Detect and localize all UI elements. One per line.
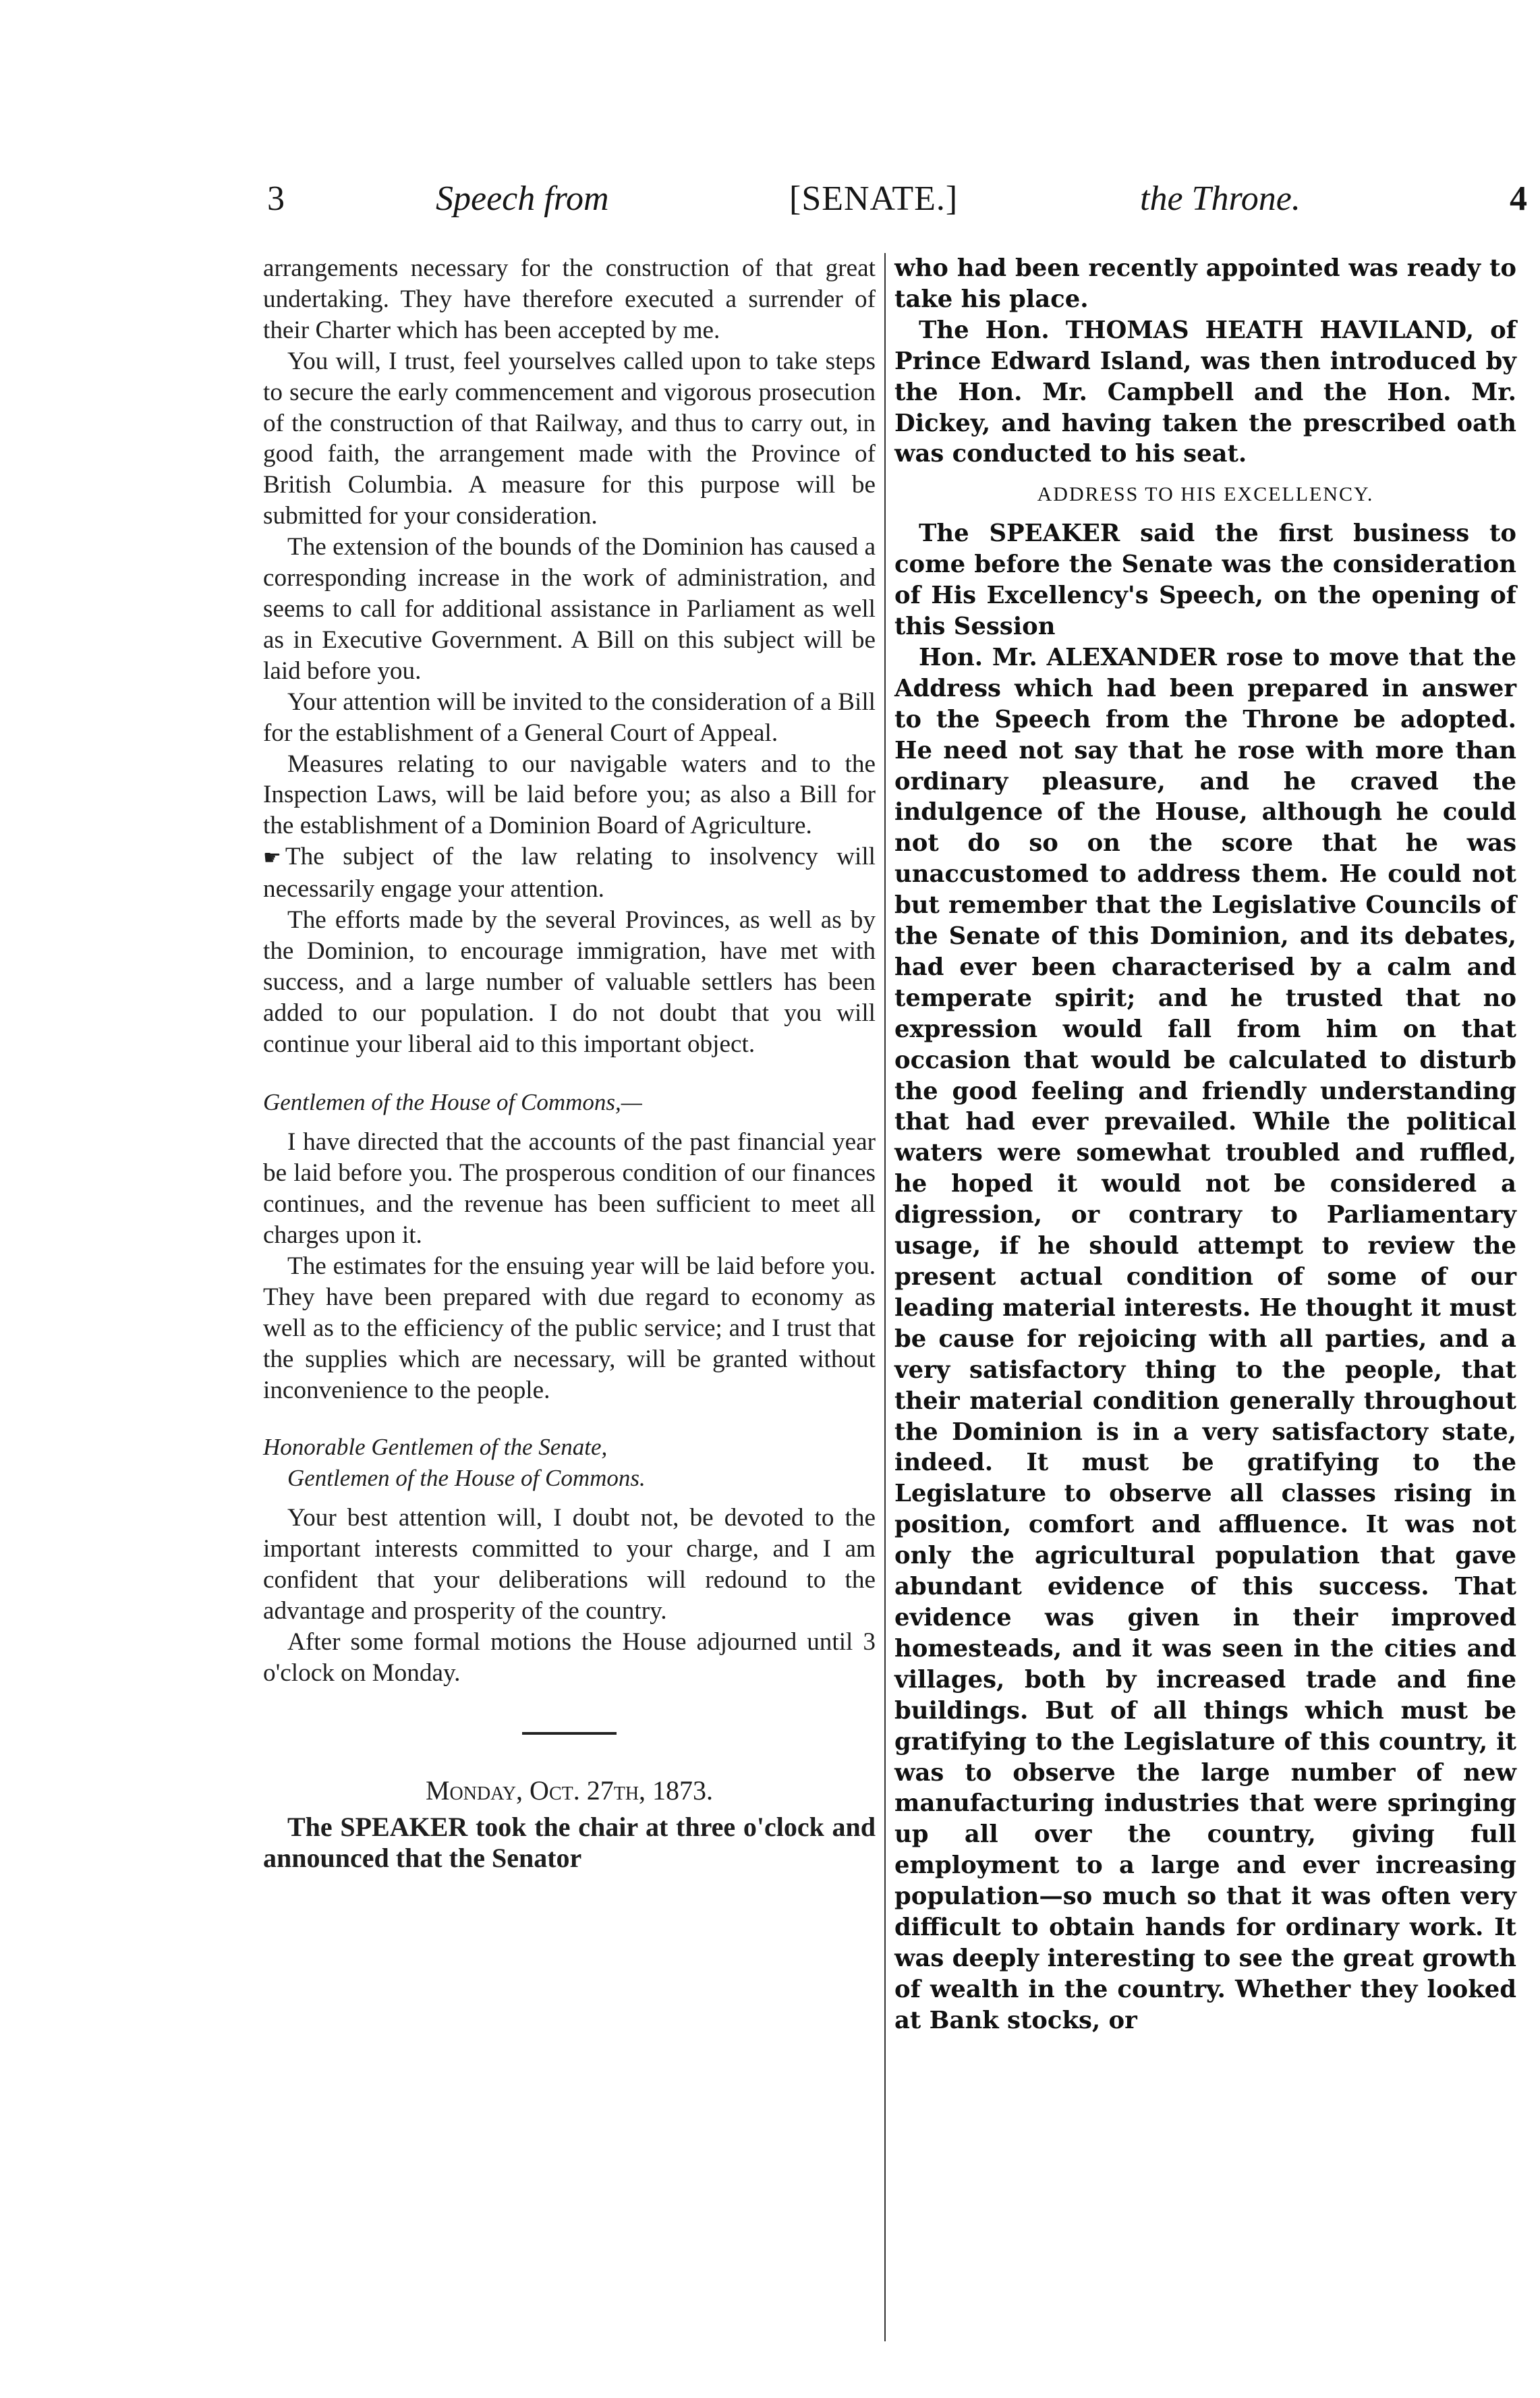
paragraph: [263, 841, 876, 905]
pointing-hand-icon: ☛: [263, 846, 281, 870]
salutation-commons: Gentlemen of the House of Commons,—: [263, 1088, 642, 1115]
section-divider: [522, 1732, 617, 1735]
paragraph: Hon. Mr. ALEXANDER rose to move that the Address which had been prepared in answer to the Speech from the Throne be adopted. He need not say that he rose with more than ordinary pleasure, and he craved the indulgence of the House, although he could not do so on the score that he was unaccustomed to address them. He could not but remember that the Legislative Councils of the Senate of this Dominion, and its debates, had ever been characterised by a calm and temperate spirit; and he trusted that no expression would fall from him on that occasion that would be calculated to disturb the good feeling and friendly understanding that had ever prevailed. While the political waters were somewhat troubled and ruffled, he hoped it would not be considered a digression, or contrary to Parliamentary usage, if he should attempt to review the present actual condition of some of our leading material interests. He thought it must be cause for rejoicing with all parties, and a very satisfactory thing to the people, that their material condition generally throughout the Dominion is in a very satisfactory state, indeed. It must be gratifying to the Legislature to observe all classes rising in position, comfort and affluence. It was not only the agricultural population that gave abundant evidence of this success. That evidence was given in their improved homesteads, and it was seen in the cities and villages, both by increased trade and fine buildings. But of all things which must be gratifying to the Legislature of this country, it was to observe the large number of new manufacturing industries that were springing up all over the country, giving full employment to a large and ever increasing population—so much so that it was often very difficult to obtain hands for ordinary work. It was deeply interesting to see the great growth of wealth in the country. Whether they looked at Bank stocks, or: [894, 643, 1516, 2034]
salutation-commons-2: Gentlemen of the House of Commons.: [287, 1464, 646, 1491]
running-head-throne: the Throne.: [1140, 179, 1301, 218]
paragraph: Your best attention will, I doubt not, be devoted to the important interests committed to your charge, and I am confident that your deliberations will redound to the advantage and prosperity of the country.: [263, 1504, 876, 1625]
right-column: [894, 253, 1516, 2036]
column-divider: [884, 253, 886, 2341]
paragraph: who had been recently appointed was ready to take his place.: [894, 254, 1516, 313]
running-head-senate: [SENATE.]: [789, 179, 959, 218]
paragraph: The extension of the bounds of the Dominion has caused a corresponding increase in the work of administration, and seems to call for additional assistance in Parliament as well as in Executive Government. A Bill on this subject will be laid before you.: [263, 533, 876, 685]
date-heading: Monday, Oct. 27th, 1873.: [425, 1775, 714, 1806]
paragraph: The SPEAKER said the first business to come before the Senate was the consideration of His Excellency's Speech, on the opening of this Session: [894, 520, 1516, 640]
paragraph: I have directed that the accounts of the past financial year be laid before you. The prosperous condition of our finances continues, and the revenue has been sufficient to meet all charges upon it.: [263, 1128, 876, 1250]
page-number-right: 4: [1510, 179, 1527, 218]
salutation-senate: Honorable Gentlemen of the Senate,: [263, 1433, 608, 1460]
section-heading: ADDRESS TO HIS EXCELLENCY.: [1037, 483, 1374, 506]
paragraph: Your attention will be invited to the consideration of a Bill for the establishment of a General Court of Appeal.: [263, 688, 876, 747]
paragraph: The Hon. THOMAS HEATH HAVILAND, of Prince Edward Island, was then introduced by the Hon. Mr. Campbell and the Hon. Mr. Dickey, and having taken the prescribed oath was conducted to his seat.: [894, 316, 1516, 468]
page-header: [263, 172, 1531, 233]
left-column: [263, 253, 876, 1874]
paragraph: arrangements necessary for the construction of that great undertaking. They have therefore executed a surrender of their Charter which has been accepted by me.: [263, 254, 876, 344]
paragraph: The estimates for the ensuing year will be laid before you. They have been prepared with due regard to economy as well as to the efficiency of the public service; and I trust that the supplies which are necessary, will be granted without inconvenience to the people.: [263, 1252, 876, 1404]
paragraph: The SPEAKER took the chair at three o'clock and announced that the Senator: [263, 1811, 876, 1873]
paragraph-text: The subject of the law relating to insolvency will necessarily engage your attention.: [263, 843, 876, 903]
paragraph: After some formal motions the House adjourned until 3 o'clock on Monday.: [263, 1628, 876, 1687]
page-number-left: 3: [267, 179, 285, 218]
paragraph: Measures relating to our navigable waters and to the Inspection Laws, will be laid before you; as also a Bill for the establishment of a Dominion Board of Agriculture.: [263, 750, 876, 840]
running-head-speech: Speech from: [436, 179, 609, 218]
paragraph: The efforts made by the several Provinces, as well as by the Dominion, to encourage immigration, have met with success, and a large number of valuable settlers has been added to our population. I do not doubt that you will continue your liberal aid to this important object.: [263, 906, 876, 1058]
paragraph: You will, I trust, feel yourselves called upon to take steps to secure the early commencement and vigorous prosecution of the construction of that Railway, and thus to carry out, in good faith, the arrangement made with the Province of British Columbia. A measure for this purpose will be submitted for your consideration.: [263, 347, 876, 530]
